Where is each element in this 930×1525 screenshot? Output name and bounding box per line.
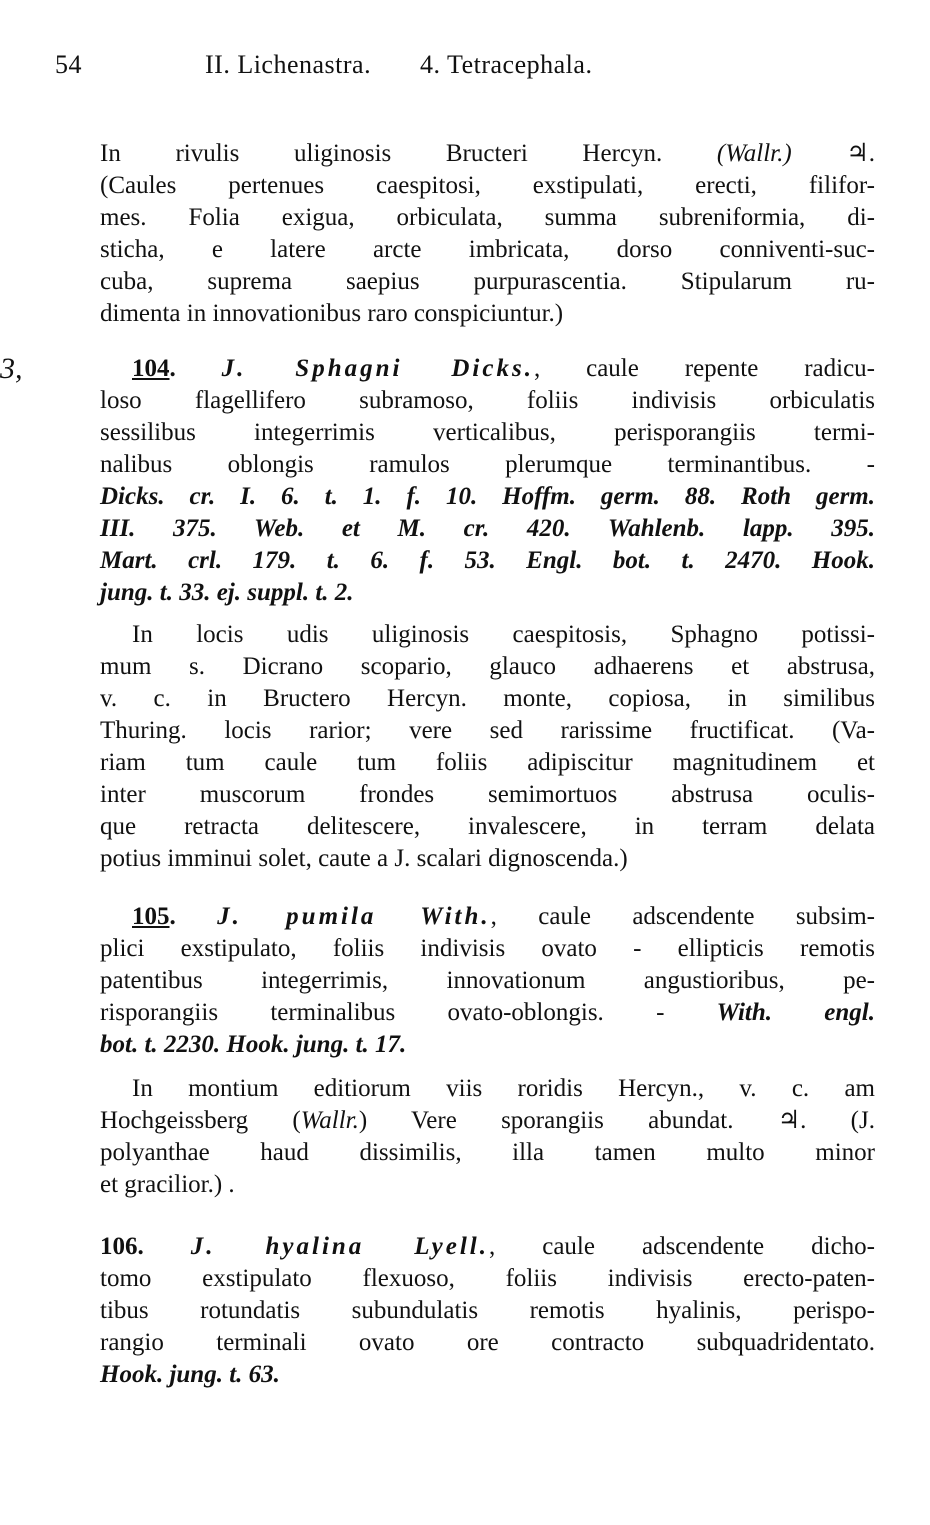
text-line bbox=[100, 619, 875, 651]
text-line bbox=[100, 901, 875, 933]
text-run: Thuring. locis rarior; vere sed rarissime fructificat. (Va- bbox=[100, 717, 875, 744]
section-title: II. Lichenastra. bbox=[205, 50, 372, 79]
text-line bbox=[100, 683, 875, 715]
text-line bbox=[100, 1105, 875, 1137]
text-run: Wallr. bbox=[300, 1107, 359, 1134]
text-line bbox=[100, 1137, 875, 1169]
text-line bbox=[100, 651, 875, 683]
text-line bbox=[100, 298, 875, 330]
text-run: loso flagellifero subramoso, foliis indivisis orbiculatis bbox=[100, 387, 875, 414]
text-line bbox=[100, 1359, 875, 1391]
text-line bbox=[100, 545, 875, 577]
text-run: jung. t. 33. ej. suppl. t. 2. bbox=[100, 579, 354, 606]
text-run: polyanthae haud dissimilis, illa tamen multo minor bbox=[100, 1139, 875, 1166]
text-line bbox=[100, 577, 875, 609]
text-run: sessilibus integerrimis verticalibus, perisporangiis termi- bbox=[100, 419, 875, 446]
text-line bbox=[100, 202, 875, 234]
text-run: plici exstipulato, foliis indivisis ovato - ellipticis remotis bbox=[100, 935, 875, 962]
text-run: 104 bbox=[132, 355, 170, 382]
text-run: rangio terminali ovato ore contracto subquadridentato. bbox=[100, 1329, 875, 1356]
text-run: J. hyalina Lyell. bbox=[190, 1233, 489, 1260]
text-run: risporangiis terminalibus ovato-oblongis. - bbox=[100, 999, 717, 1026]
text-line bbox=[100, 747, 875, 779]
text-run: mes. Folia exigua, orbiculata, summa subreniformia, di- bbox=[100, 204, 875, 231]
species-104-entry bbox=[100, 353, 875, 609]
text-run: III. 375. Web. et M. cr. 420. Wahlenb. lapp. 395. bbox=[100, 515, 875, 542]
text-line bbox=[100, 234, 875, 266]
text-line bbox=[100, 965, 875, 997]
text-run: , caule adscendente subsim- bbox=[490, 903, 876, 930]
text-run: ) Vere sporangiis abundat. ♃. (J. bbox=[358, 1107, 875, 1134]
text-line bbox=[100, 933, 875, 965]
species-104-habitat bbox=[100, 619, 875, 875]
text-run: In locis udis uliginosis caespitosis, Sphagno potissi- bbox=[132, 621, 875, 648]
text-run: (Wallr.) bbox=[716, 140, 792, 167]
text-run: riam tum caule tum foliis adipiscitur magnitudinem et bbox=[100, 749, 875, 776]
page-number: 54 bbox=[55, 50, 82, 79]
text-line bbox=[100, 170, 875, 202]
intro-paragraph bbox=[100, 138, 875, 330]
text-run: patentibus integerrimis, innovationum angustioribus, pe- bbox=[100, 967, 875, 994]
text-run: Hochgeissberg ( bbox=[100, 1107, 301, 1134]
text-run: sticha, e latere arcte imbricata, dorso conniventi-suc- bbox=[100, 236, 875, 263]
text-run: nalibus oblongis ramulos plerumque terminantibus. - bbox=[100, 451, 875, 478]
species-105-entry bbox=[100, 901, 875, 1061]
text-run: (Caules pertenues caespitosi, exstipulati, erecti, filifor- bbox=[100, 172, 875, 199]
text-line bbox=[100, 266, 875, 298]
text-run: Dicks. cr. I. 6. t. 1. f. 10. Hoffm. germ. 88. Roth germ. bbox=[100, 483, 875, 510]
text-run: tomo exstipulato flexuoso, foliis indivisis erecto-paten- bbox=[100, 1265, 875, 1292]
text-line bbox=[100, 1263, 875, 1295]
text-line bbox=[100, 997, 875, 1029]
text-line bbox=[100, 481, 875, 513]
text-run: bot. t. 2230. Hook. jung. t. 17. bbox=[100, 1031, 407, 1058]
text-run: v. c. in Bructero Hercyn. monte, copiosa, in similibus bbox=[100, 685, 875, 712]
text-line bbox=[100, 417, 875, 449]
text-run: Hook. jung. t. 63. bbox=[100, 1361, 280, 1388]
text-run: J. pumila With. bbox=[217, 903, 491, 930]
text-line bbox=[100, 1029, 875, 1061]
text-run: 105 bbox=[132, 903, 170, 930]
text-run: et gracilior.) . bbox=[100, 1171, 235, 1198]
text-run: Mart. crl. 179. t. 6. f. 53. Engl. bot. t. 2470. Hook. bbox=[100, 547, 875, 574]
text-run: inter muscorum frondes semimortuos abstrusa oculis- bbox=[100, 781, 875, 808]
species-106-entry bbox=[100, 1231, 875, 1391]
text-run: J. Sphagni Dicks. bbox=[221, 355, 534, 382]
text-run: que retracta delitescere, invalescere, in terram delata bbox=[100, 813, 875, 840]
text-line bbox=[100, 715, 875, 747]
text-run: In montium editiorum viis roridis Hercyn., v. c. am bbox=[132, 1075, 875, 1102]
text-run: 106. bbox=[100, 1233, 191, 1260]
text-line bbox=[100, 1073, 875, 1105]
text-run: cuba, suprema saepius purpurascentia. Stipularum ru- bbox=[100, 268, 875, 295]
text-run: . bbox=[169, 903, 218, 930]
text-line bbox=[100, 353, 875, 385]
text-run: ♃. bbox=[791, 140, 875, 167]
species-105-habitat bbox=[100, 1073, 875, 1201]
text-run: tibus rotundatis subundulatis remotis hyalinis, perispo- bbox=[100, 1297, 875, 1324]
text-line bbox=[100, 843, 875, 875]
text-run: potius imminui solet, caute a J. scalari dignoscenda.) bbox=[100, 845, 628, 872]
text-line bbox=[100, 1295, 875, 1327]
text-line bbox=[100, 1169, 875, 1201]
text-run: mum s. Dicrano scopario, glauco adhaerens et abstrusa, bbox=[100, 653, 875, 680]
text-line bbox=[100, 811, 875, 843]
text-run: With. engl. bbox=[716, 999, 875, 1026]
text-run: , caule adscendente dicho- bbox=[488, 1233, 875, 1260]
text-line bbox=[100, 1327, 875, 1359]
text-run: . bbox=[169, 355, 222, 382]
text-line bbox=[100, 385, 875, 417]
text-line bbox=[100, 513, 875, 545]
text-run: In rivulis uliginosis Bructeri Hercyn. bbox=[100, 140, 717, 167]
text-line bbox=[100, 1231, 875, 1263]
text-run: , caule repente radicu- bbox=[533, 355, 875, 382]
margin-annotation: 3, bbox=[0, 352, 23, 385]
text-run: dimenta in innovationibus raro conspiciuntur.) bbox=[100, 300, 564, 327]
text-line bbox=[100, 779, 875, 811]
text-line bbox=[100, 138, 875, 170]
subsection-title: 4. Tetracephala. bbox=[420, 50, 593, 79]
text-line bbox=[100, 449, 875, 481]
